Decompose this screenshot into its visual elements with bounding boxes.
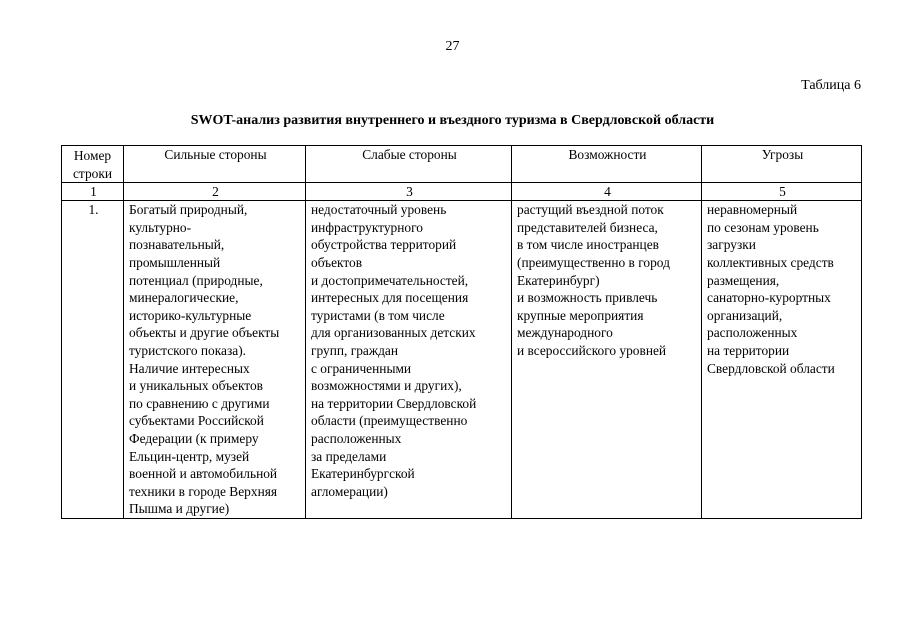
column-number-3: 3 <box>306 183 512 201</box>
header-opportunities: Возможности <box>512 146 702 183</box>
table-row <box>62 201 862 519</box>
table-label: Таблица 6 <box>801 78 861 93</box>
document-title: SWOT-анализ развития внутреннего и въездного туризма в Свердловской области <box>190 113 715 128</box>
row-number-cell: 1. <box>62 201 124 519</box>
weaknesses-cell: недостаточный уровень инфраструктурного обустройства территорий объектов и достопримечательностей, интересных для посещения туристами (в том числе для организованных детских групп, граждан с ограниченными возможностями и других), на территории Свердловской области (преимущественно расположенных за пределами Екатеринбургской агломерации) <box>306 201 512 519</box>
table-header-row <box>62 146 862 183</box>
swot-table <box>61 145 862 519</box>
page-number: 27 <box>445 39 460 54</box>
header-weaknesses: Слабые стороны <box>306 146 512 183</box>
header-threats: Угрозы <box>702 146 862 183</box>
header-row-number: Номер строки <box>62 146 124 183</box>
column-number-row <box>62 183 862 201</box>
strengths-cell: Богатый природный, культурно- познавательный, промышленный потенциал (природные, минералогические, историко-культурные объекты и другие объекты туристского показа). Наличие интересных и уникальных объектов по сравнению с другими субъектами Российской Федерации (к примеру Ельцин-центр, музей военной и автомобильной техники в городе Верхняя Пышма и другие) <box>124 201 306 519</box>
threats-cell: неравномерный по сезонам уровень загрузки коллективных средств размещения, санаторно-курортных организаций, расположенных на территории Свердловской области <box>702 201 862 519</box>
header-strengths: Сильные стороны <box>124 146 306 183</box>
column-number-4: 4 <box>512 183 702 201</box>
column-number-2: 2 <box>124 183 306 201</box>
column-number-1: 1 <box>62 183 124 201</box>
column-number-5: 5 <box>702 183 862 201</box>
opportunities-cell: растущий въездной поток представителей бизнеса, в том числе иностранцев (преимущественно в город Екатеринбург) и возможность привлечь крупные мероприятия международного и всероссийского уровней <box>512 201 702 519</box>
